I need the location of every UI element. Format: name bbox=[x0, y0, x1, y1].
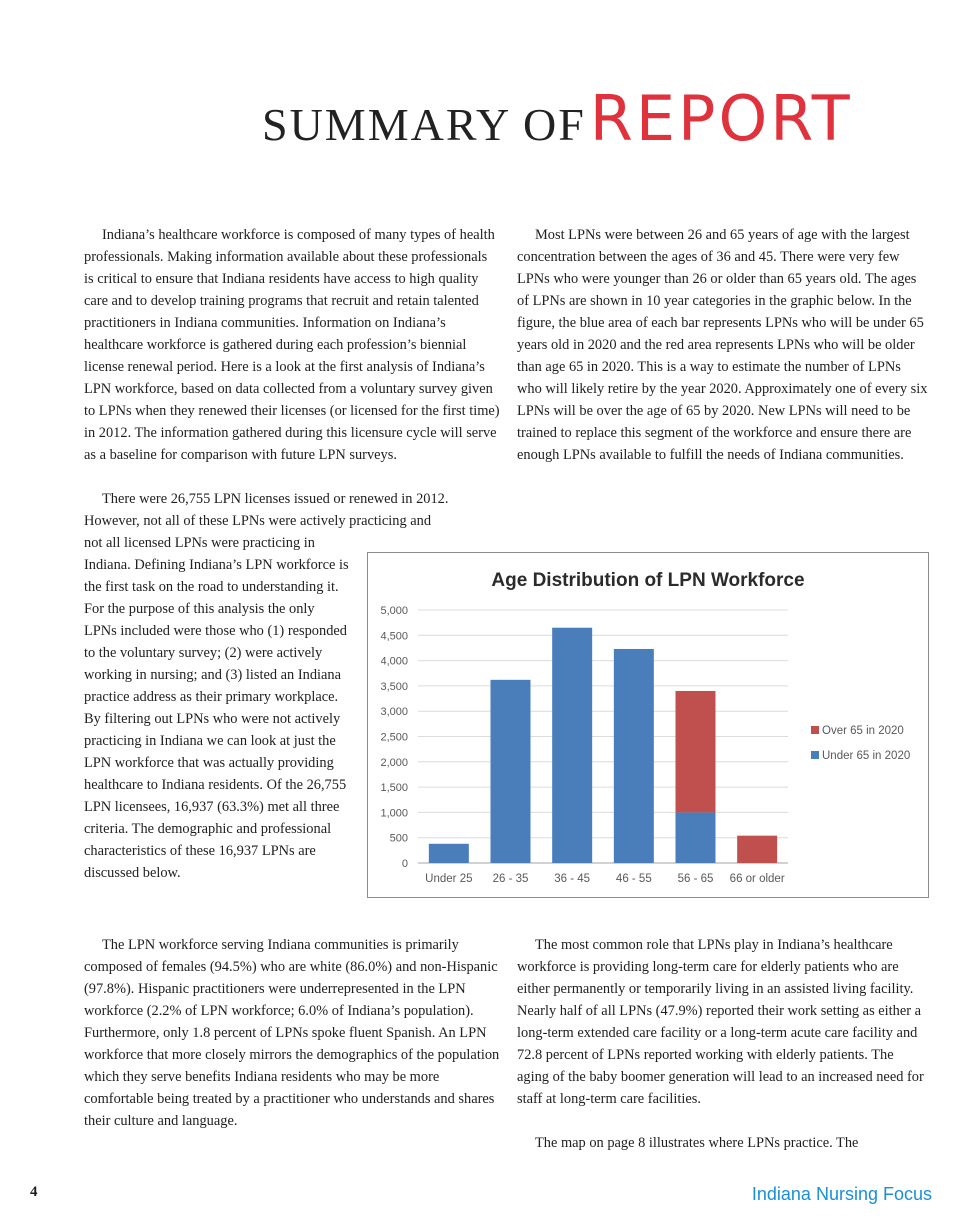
x-tick-label: 26 - 35 bbox=[492, 873, 529, 885]
paragraph-licenses-narrow: not all licensed LPNs were practicing in Indiana. Defining Indiana’s LPN workforce is the first task on the road to understanding it. For the purpose of this analysis the only LPNs included were those who (1) responded to the voluntary survey; (2) were actively working in nursing; and (3) listed an Indiana practice address as their primary workplace. By filtering out LPNs who were not actively practicing in Indiana we can look at just the LPN workforce that was actually providing healthcare to Indiana residents. Of the 26,755 LPN licensees, 16,937 (63.3%) met all three criteria. The demographic and professional characteristics of these 16,937 LPNs are discussed below. bbox=[84, 535, 349, 881]
y-tick-label: 4,500 bbox=[380, 630, 408, 643]
page-title bbox=[262, 82, 853, 155]
paragraph-demographics: The LPN workforce serving Indiana communities is primarily composed of females (94.5%) who are white (86.0%) and non-Hispanic (97.8%). Hispanic practitioners were underrepresented in the LPN workforce (2.2% of LPN workforce; 6.0% of Indiana’s population). Furthermore, only 1.8 percent of LPNs spoke fluent Spanish. An LPN workforce that more closely mirrors the demographics of the population which they serve benefits Indiana residents who may be more comfortable being treated by a practitioner who understands and shares their culture and language. bbox=[84, 937, 500, 1129]
paragraph-licenses-start: There were 26,755 LPN licenses issued or renewed in 2012. However, not all of these LPNs were actively practicing and bbox=[84, 491, 449, 529]
x-tick-label: 56 - 65 bbox=[677, 873, 714, 885]
y-tick-label: 3,000 bbox=[380, 706, 408, 719]
paragraph-intro: Indiana’s healthcare workforce is composed of many types of health professionals. Making information available about these professionals is critical to ensure that Indiana residents have access to high quality care and to develop training programs that recruit and retain talented practitioners in Indiana communities. Information on Indiana’s healthcare workforce is gathered during each profession’s biennial license renewal period. Here is a look at the first analysis of Indiana’s LPN workforce, based on data collected from a voluntary survey given to LPNs when they renewed their licenses (or licensed for the first time) in 2012. The information gathered during this licensure cycle will serve as a baseline for comparison with future LPN surveys. bbox=[84, 227, 500, 463]
bar-under-65-in-2020-2 bbox=[552, 628, 592, 863]
bar-under-65-in-2020-1 bbox=[491, 680, 531, 863]
y-tick-label: 4,000 bbox=[380, 655, 408, 668]
title-summary-of: SUMMARY OF bbox=[262, 99, 586, 150]
legend-swatch bbox=[811, 726, 819, 734]
y-tick-label: 5,000 bbox=[380, 605, 408, 617]
page-number: 4 bbox=[30, 1184, 38, 1200]
bar-over-65-in-2020-5 bbox=[737, 836, 777, 863]
x-tick-label: Under 25 bbox=[425, 873, 473, 885]
y-tick-label: 2,000 bbox=[380, 756, 408, 769]
title-report: REPORT bbox=[589, 82, 853, 155]
y-tick-label: 500 bbox=[389, 832, 408, 845]
age-distribution-chart bbox=[367, 552, 929, 898]
publication-name: Indiana Nursing Focus bbox=[751, 1184, 932, 1204]
x-tick-label: 66 or older bbox=[729, 873, 785, 885]
bar-over-65-in-2020-4 bbox=[676, 691, 716, 812]
chart-title: Age Distribution of LPN Workforce bbox=[491, 570, 805, 591]
x-tick-label: 46 - 55 bbox=[615, 873, 652, 885]
y-tick-label: 2,500 bbox=[380, 731, 408, 744]
legend-label: Under 65 in 2020 bbox=[822, 750, 911, 762]
paragraph-long-term-care: The most common role that LPNs play in Indiana’s healthcare workforce is providing long-term care for elderly patients who are either permanently or temporarily living in an assisted living facility. Nearly half of all LPNs (47.9%) reported their work setting as either a long-term extended care facility or a long-term acute care facility and 72.8 percent of LPNs reported working with elderly patients. The aging of the baby boomer generation will lead to an increased need for staff at long-term care facilities. bbox=[517, 937, 924, 1107]
y-tick-label: 1,500 bbox=[380, 782, 408, 795]
chart-canvas bbox=[368, 553, 927, 896]
bar-under-65-in-2020-4 bbox=[676, 812, 716, 863]
y-tick-label: 3,500 bbox=[380, 680, 408, 693]
legend-label: Over 65 in 2020 bbox=[822, 725, 904, 737]
legend-swatch bbox=[811, 751, 819, 759]
y-tick-label: 1,000 bbox=[380, 807, 408, 820]
bar-under-65-in-2020-0 bbox=[429, 844, 469, 863]
x-tick-label: 36 - 45 bbox=[554, 873, 591, 885]
paragraph-age: Most LPNs were between 26 and 65 years of age with the largest concentration between the ages of 36 and 45. There were very few LPNs who were younger than 26 or older than 65 years old. The ages of LPNs are shown in 10 year categories in the graphic below. In the figure, the blue area of each bar represents LPNs who will be under 65 years old in 2020 and the red area represents LPNs who will be older than age 65 in 2020. This is a way to estimate the number of LPNs who will likely retire by the year 2020. Approximately one of every six LPNs will be over the age of 65 by 2020. New LPNs will need to be trained to replace this segment of the workforce and ensure there are enough LPNs available to fulfill the needs of Indiana communities. bbox=[517, 227, 928, 463]
bar-under-65-in-2020-3 bbox=[614, 649, 654, 863]
y-tick-label: 0 bbox=[401, 858, 408, 870]
paragraph-map: The map on page 8 illustrates where LPNs practice. The bbox=[535, 1135, 859, 1151]
